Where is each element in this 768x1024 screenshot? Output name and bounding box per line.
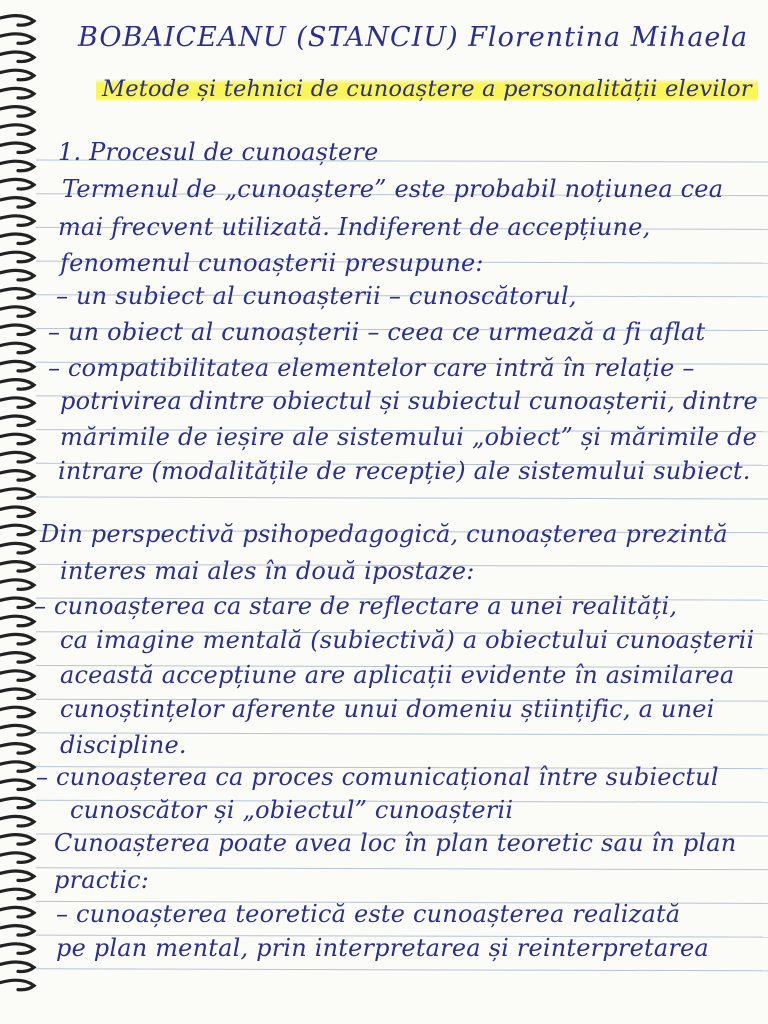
spiral-coil xyxy=(0,926,34,936)
spiral-coil xyxy=(0,689,34,699)
spiral-coil xyxy=(0,380,34,390)
spiral-coil xyxy=(0,543,34,553)
spiral-coil xyxy=(0,616,34,626)
spiral-coil xyxy=(0,562,34,572)
spiral-coil xyxy=(0,361,34,371)
text-line: potrivirea dintre obiectul și subiectul cunoașterii, dintre xyxy=(60,387,758,415)
spiral-coil xyxy=(0,325,34,335)
spiral-coil xyxy=(0,289,34,299)
spiral-coil xyxy=(0,580,34,590)
spiral-coil xyxy=(0,452,34,462)
text-line: – cunoașterea ca stare de reflectare a unei realități, xyxy=(34,592,678,620)
spiral-coil xyxy=(0,143,34,153)
text-line: discipline. xyxy=(60,731,187,759)
spiral-coil xyxy=(0,962,34,972)
spiral-coil xyxy=(0,252,34,262)
spiral-coil xyxy=(0,52,34,62)
text-line: intrare (modalitățile de recepție) ale sistemului subiect. xyxy=(58,457,751,485)
spiral-coil xyxy=(0,125,34,135)
spiral-coil xyxy=(0,34,34,44)
spiral-coil xyxy=(0,889,34,899)
spiral-coil xyxy=(0,70,34,80)
text-line: – un subiect al cunoașterii – cunoscătorul, xyxy=(56,282,577,310)
spiral-coil xyxy=(0,198,34,208)
text-line: Termenul de „cunoaștere” este probabil noțiunea cea xyxy=(62,175,724,203)
text-line: pe plan mental, prin interpretarea și reinterpretarea xyxy=(56,934,709,962)
spiral-coil xyxy=(0,88,34,98)
text-line: – cunoașterea ca proces comunicațional între subiectul xyxy=(36,763,719,791)
text-line: ca imagine mentală (subiectivă) a obiectului cunoașterii xyxy=(60,626,755,654)
spiral-coil xyxy=(0,343,34,353)
text-line: practic: xyxy=(54,866,150,894)
text-line: – un obiect al cunoașterii – ceea ce urmează a fi aflat xyxy=(48,318,706,346)
text-line: – compatibilitatea elementelor care intră în relație – xyxy=(48,354,695,382)
spiral-coil xyxy=(0,471,34,481)
spiral-coil xyxy=(0,780,34,790)
spiral-coil xyxy=(0,816,34,826)
spiral-coil xyxy=(0,525,34,535)
spiral-coil xyxy=(0,944,34,954)
spiral-coil xyxy=(0,853,34,863)
spiral-coil xyxy=(0,798,34,808)
text-line: mărimile de ieșire ale sistemului „obiect” și mărimile de xyxy=(60,423,758,451)
spiral-coil xyxy=(0,307,34,317)
spiral-coil xyxy=(0,489,34,499)
author-name: BOBAICEANU (STANCIU) Florentina Mihaela xyxy=(78,22,749,53)
spiral-coil xyxy=(0,980,34,990)
ruled-line xyxy=(36,497,768,499)
spiral-coil xyxy=(0,234,34,244)
text-line: fenomenul cunoașterii presupune: xyxy=(60,249,484,277)
text-line: Cunoașterea poate avea loc în plan teoretic sau în plan xyxy=(54,829,737,857)
text-line: cunoștințelor aferente unui domeniu științific, a unei xyxy=(60,695,715,723)
spiral-coil xyxy=(0,653,34,663)
text-line: – cunoașterea teoretică este cunoașterea realizată xyxy=(56,900,681,928)
spiral-coil xyxy=(0,762,34,772)
spiral-coil xyxy=(0,871,34,881)
text-line: Din perspectivă psihopedagogică, cunoașterea prezintă xyxy=(40,520,728,548)
spiral-coil xyxy=(0,634,34,644)
spiral-coil xyxy=(0,434,34,444)
spiral-coil xyxy=(0,835,34,845)
text-line: interes mai ales în două ipostaze: xyxy=(60,557,475,585)
spiral-coil xyxy=(0,216,34,226)
text-line: mai frecvent utilizată. Indiferent de accepțiune, xyxy=(58,213,651,241)
ruled-line xyxy=(36,969,768,971)
spiral-coil xyxy=(0,707,34,717)
spiral-coil xyxy=(0,270,34,280)
title-highlight: Metode și tehnici de cunoaștere a personalității elevilor xyxy=(96,76,758,102)
text-line: cunoscător și „obiectul” cunoașterii xyxy=(70,796,514,824)
spiral-coil xyxy=(0,416,34,426)
spiral-coil xyxy=(0,598,34,608)
spiral-coil xyxy=(0,507,34,517)
text-line: 1. Procesul de cunoaștere xyxy=(58,138,379,166)
spiral-coil xyxy=(0,725,34,735)
spiral-binding xyxy=(0,0,40,1024)
spiral-coil xyxy=(0,744,34,754)
spiral-coil xyxy=(0,398,34,408)
spiral-coil xyxy=(0,907,34,917)
text-line: această accepțiune are aplicații evidente în asimilarea xyxy=(60,661,735,689)
page-title xyxy=(96,76,758,102)
spiral-coil xyxy=(0,671,34,681)
spiral-coil xyxy=(0,161,34,171)
spiral-coil xyxy=(0,16,34,26)
spiral-coil xyxy=(0,179,34,189)
spiral-coil xyxy=(0,107,34,117)
